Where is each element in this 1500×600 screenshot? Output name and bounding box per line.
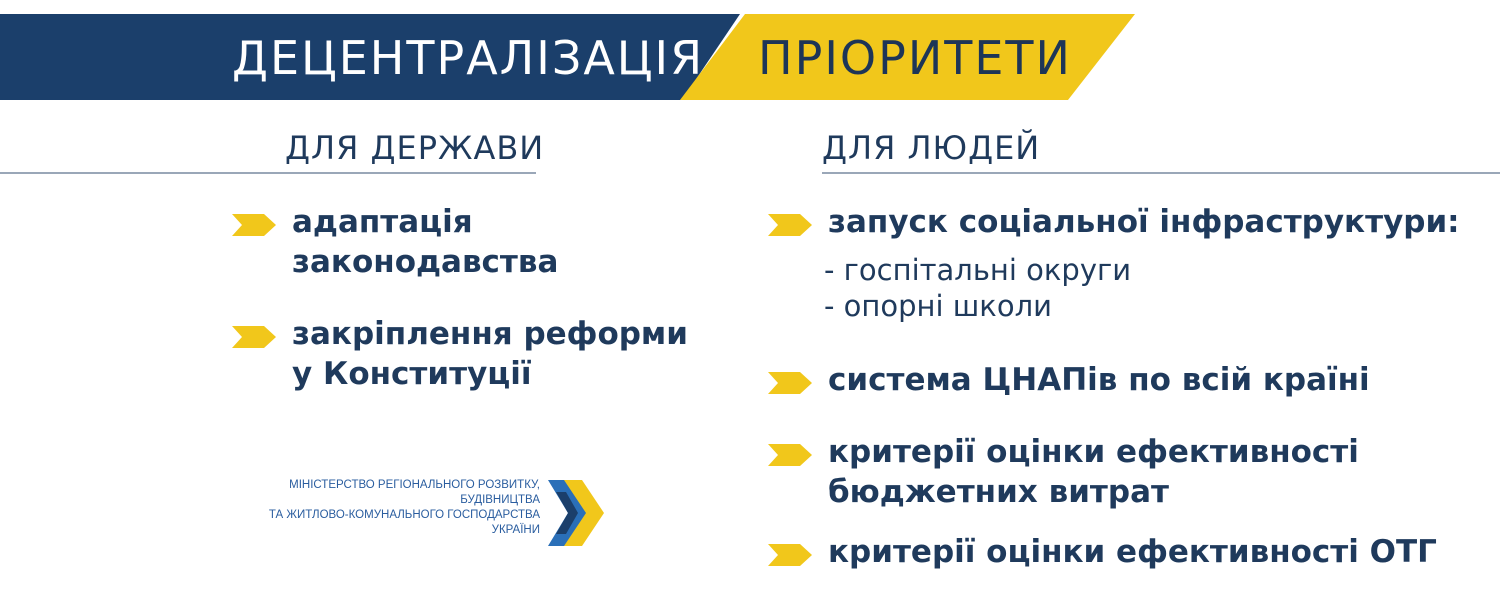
left-item-1 xyxy=(232,202,558,282)
right-item-4 xyxy=(768,532,1437,572)
ministry-logo xyxy=(240,478,610,548)
ministry-name: МІНІСТЕРСТВО РЕГІОНАЛЬНОГО РОЗВИТКУ, БУДІВНИЦТВА ТА ЖИТЛОВО-КОМУНАЛЬНОГО ГОСПОДАРСТВА УКРАЇНИ xyxy=(268,479,540,536)
chevron-bullet-icon xyxy=(768,544,812,566)
right-column-heading: ДЛЯ ЛЮДЕЙ xyxy=(822,129,1041,167)
right-item-1 xyxy=(768,202,1460,242)
right-item-text: критерії оцінки ефективності бюджетних витрат xyxy=(828,434,1359,510)
banner-shape xyxy=(0,14,1500,100)
right-item-text: критерії оцінки ефективності ОТГ xyxy=(828,534,1437,570)
sub-item-core-schools: - опорні школи xyxy=(824,289,1052,323)
banner-title-left: ДЕЦЕНТРАЛІЗАЦІЯ xyxy=(232,31,705,85)
header-banner xyxy=(0,14,1500,100)
sub-item-hospital-districts: - госпітальні округи xyxy=(824,253,1132,287)
chevron-bullet-icon xyxy=(232,326,276,348)
chevron-bullet-icon xyxy=(768,214,812,236)
chevron-bullet-icon xyxy=(232,214,276,236)
ministry-chevron-logo-icon xyxy=(546,478,610,548)
chevron-bullet-icon xyxy=(768,372,812,394)
banner-title-right: ПРІОРИТЕТИ xyxy=(758,31,1072,85)
left-item-text: адаптація законодавства xyxy=(292,204,559,280)
left-heading-rule xyxy=(0,172,536,174)
left-item-2 xyxy=(232,314,688,394)
right-heading-rule xyxy=(822,172,1500,174)
right-item-text: запуск соціальної інфраструктури: xyxy=(828,204,1460,240)
chevron-bullet-icon xyxy=(768,444,812,466)
left-item-text: закріплення реформи у Конституції xyxy=(292,316,688,392)
right-item-2 xyxy=(768,360,1370,400)
right-item-text: система ЦНАПів по всій країні xyxy=(828,362,1370,398)
right-item-3 xyxy=(768,432,1359,512)
left-column-heading: ДЛЯ ДЕРЖАВИ xyxy=(285,129,545,167)
